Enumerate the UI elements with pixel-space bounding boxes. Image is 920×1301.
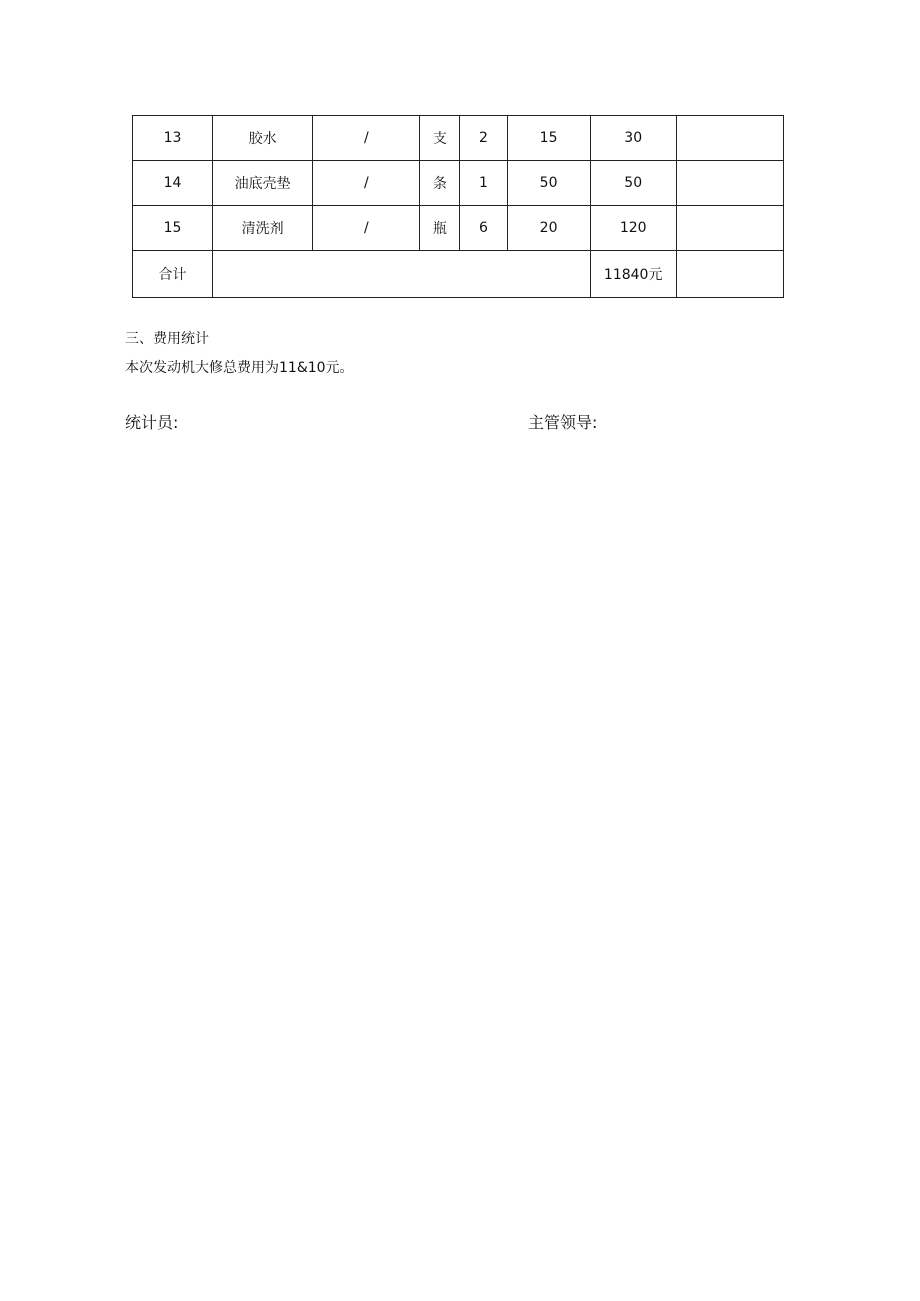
supervisor-signature-label: 主管领导:	[528, 413, 598, 432]
item-spec: /	[313, 161, 420, 206]
table-row	[133, 161, 784, 206]
item-amount: 50	[590, 161, 676, 206]
total-blank-cell	[213, 251, 591, 298]
row-number: 13	[133, 116, 213, 161]
row-number: 15	[133, 206, 213, 251]
total-amount: 11840元	[590, 251, 676, 298]
item-spec: /	[313, 206, 420, 251]
item-quantity: 1	[460, 161, 507, 206]
item-amount: 30	[590, 116, 676, 161]
item-quantity: 2	[460, 116, 507, 161]
item-note	[676, 161, 783, 206]
item-name: 清洗剂	[213, 206, 313, 251]
table-row	[133, 206, 784, 251]
item-name: 胶水	[213, 116, 313, 161]
item-unit: 瓶	[420, 206, 460, 251]
item-unit: 支	[420, 116, 460, 161]
item-note	[676, 206, 783, 251]
item-unit-price: 20	[507, 206, 590, 251]
item-spec: /	[313, 116, 420, 161]
total-row	[133, 251, 784, 298]
parts-table	[132, 115, 784, 298]
item-quantity: 6	[460, 206, 507, 251]
cost-summary-text: 本次发动机大修总费用为11&10元。	[125, 360, 354, 376]
total-label: 合计	[133, 251, 213, 298]
statistician-signature-label: 统计员:	[125, 413, 179, 432]
item-unit: 条	[420, 161, 460, 206]
total-note	[676, 251, 783, 298]
item-amount: 120	[590, 206, 676, 251]
row-number: 14	[133, 161, 213, 206]
section-heading: 三、费用统计	[125, 331, 209, 347]
item-note	[676, 116, 783, 161]
item-unit-price: 50	[507, 161, 590, 206]
item-unit-price: 15	[507, 116, 590, 161]
item-name: 油底壳垫	[213, 161, 313, 206]
table-row	[133, 116, 784, 161]
